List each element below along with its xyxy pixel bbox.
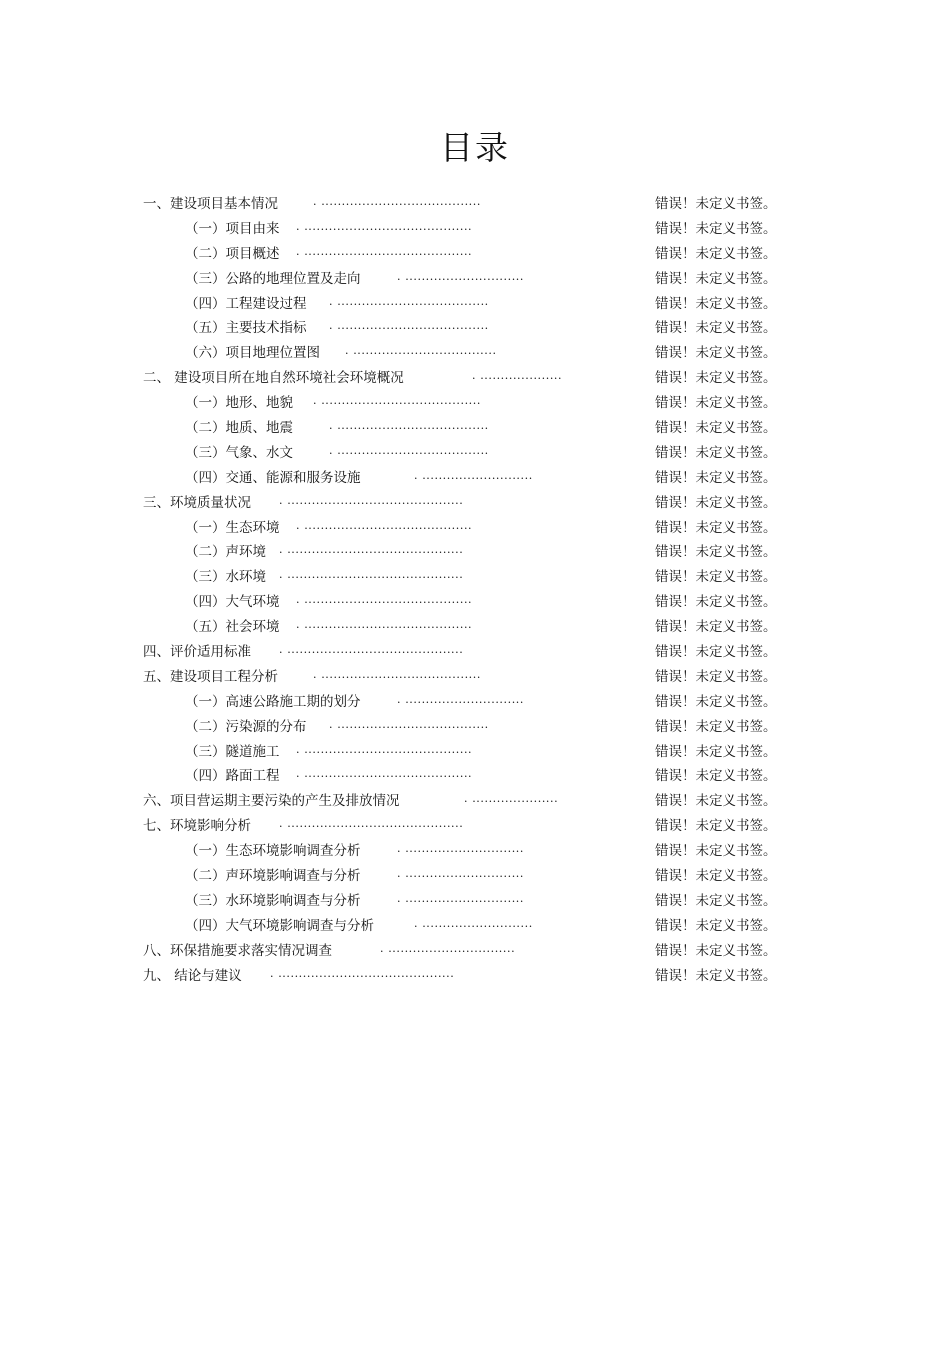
toc-dot-leader: . ......................................... [296,219,473,233]
toc-dot-leader: . ..................... [464,792,559,806]
toc-page-ref: 错误！未定义书签。 [655,469,777,486]
toc-page-ref: 错误！未定义书签。 [655,868,777,885]
toc-entry-label: （三）公路的地理位置及走向 [185,270,361,287]
toc-entry-label: （二）声环境 [185,544,266,561]
toc-page-ref: 错误！未定义书签。 [655,594,777,611]
toc-entry[interactable] [0,665,950,690]
toc-page-ref: 错误！未定义书签。 [655,967,777,984]
toc-page-ref: 错误！未定义书签。 [655,220,777,237]
toc-entry-label: （二）污染源的分布 [185,718,307,735]
toc-page-ref: 错误！未定义书签。 [655,569,777,586]
toc-dot-leader: . ........................................... [279,817,464,831]
toc-page-ref: 错误！未定义书签。 [655,693,777,710]
toc-entry[interactable] [0,491,950,516]
toc-entry[interactable] [0,914,950,939]
toc-dot-leader: . ............................... [380,941,516,955]
table-of-contents [0,192,950,989]
toc-page-ref: 错误！未定义书签。 [655,345,777,362]
toc-dot-leader: . .................... [472,369,563,383]
toc-dot-leader: . ........................... [414,468,533,482]
toc-page-ref: 错误！未定义书签。 [655,843,777,860]
toc-dot-leader: . ........................... [414,916,533,930]
toc-page-ref: 错误！未定义书签。 [655,818,777,835]
toc-entry[interactable] [0,416,950,441]
toc-entry-label: 九、 结论与建议 [143,967,242,984]
toc-dot-leader: . ......................................... [296,518,473,532]
toc-dot-leader: . ..................................... [329,294,489,308]
toc-entry[interactable] [0,814,950,839]
toc-page-ref: 错误！未定义书签。 [655,668,777,685]
toc-page-ref: 错误！未定义书签。 [655,444,777,461]
toc-page-ref: 错误！未定义书签。 [655,320,777,337]
toc-page-ref: 错误！未定义书签。 [655,619,777,636]
toc-title: 目录 [440,128,510,167]
toc-entry[interactable] [0,267,950,292]
toc-page-ref: 错误！未定义书签。 [655,245,777,262]
toc-entry[interactable] [0,789,950,814]
toc-dot-leader: . ....................................... [313,394,481,408]
toc-entry-label: （一）地形、地貌 [185,395,293,412]
toc-page-ref: 错误！未定义书签。 [655,917,777,934]
toc-entry-label: （三）水环境 [185,569,266,586]
toc-entry-label: 五、建设项目工程分析 [143,668,278,685]
toc-entry[interactable] [0,242,950,267]
toc-entry-label: （三）隧道施工 [185,743,280,760]
toc-dot-leader: . ..................................... [329,443,489,457]
toc-entry-label: （四）路面工程 [185,768,280,785]
toc-entry[interactable] [0,192,950,217]
toc-entry-label: 一、建设项目基本情况 [143,196,278,212]
toc-page-ref: 错误！未定义书签。 [655,494,777,511]
toc-entry[interactable] [0,640,950,665]
toc-dot-leader: . ............................. [397,891,524,905]
toc-entry-label: （六）项目地理位置图 [185,345,320,362]
toc-page-ref: 错误！未定义书签。 [655,295,777,312]
toc-page-ref: 错误！未定义书签。 [655,196,777,212]
toc-entry-label: （四）工程建设过程 [185,295,307,312]
toc-entry[interactable] [0,590,950,615]
toc-entry-label: （四）大气环境影响调查与分析 [185,917,374,934]
toc-entry-label: 六、项目营运期主要污染的产生及排放情况 [143,793,400,810]
toc-dot-leader: . ....................................... [313,195,481,208]
toc-page-ref: 错误！未定义书签。 [655,718,777,735]
toc-dot-leader: . ........................................... [279,493,464,507]
toc-entry-label: （一）项目由来 [185,220,280,237]
toc-dot-leader: . ....................................... [313,667,481,681]
toc-entry[interactable] [0,466,950,491]
toc-dot-leader: . ........................................... [279,543,464,557]
toc-entry-label: （一）高速公路施工期的划分 [185,693,361,710]
toc-dot-leader: . ................................... [345,344,497,358]
toc-dot-leader: . ......................................... [296,244,473,258]
toc-entry[interactable] [0,217,950,242]
toc-entry-label: 四、评价适用标准 [143,644,251,661]
toc-entry[interactable] [0,615,950,640]
toc-entry-label: （一）生态环境 [185,519,280,536]
toc-page-ref: 错误！未定义书签。 [655,644,777,661]
toc-entry[interactable] [0,366,950,391]
toc-entry[interactable] [0,690,950,715]
toc-entry-label: 七、环境影响分析 [143,818,251,835]
toc-page-ref: 错误！未定义书签。 [655,768,777,785]
toc-entry[interactable] [0,316,950,341]
toc-entry[interactable] [0,540,950,565]
toc-page-ref: 错误！未定义书签。 [655,743,777,760]
toc-entry[interactable] [0,715,950,740]
toc-dot-leader: . ..................................... [329,717,489,731]
toc-entry-label: （四）交通、能源和服务设施 [185,469,361,486]
toc-dot-leader: . ........................................... [279,643,464,657]
toc-page-ref: 错误！未定义书签。 [655,370,777,387]
toc-page-ref: 错误！未定义书签。 [655,519,777,536]
toc-dot-leader: . ............................. [397,269,524,283]
toc-page-ref: 错误！未定义书签。 [655,942,777,959]
toc-entry-label: （三）气象、水文 [185,444,293,461]
toc-entry[interactable] [0,764,950,789]
toc-dot-leader: . ......................................... [296,618,473,632]
toc-entry-label: （四）大气环境 [185,594,280,611]
toc-dot-leader: . ........................................... [270,966,455,980]
toc-entry-label: 二、 建设项目所在地自然环境社会环境概况 [143,370,404,387]
toc-entry-label: 三、环境质量状况 [143,494,251,511]
toc-dot-leader: . ......................................... [296,593,473,607]
toc-entry[interactable] [0,939,950,964]
toc-entry[interactable] [0,441,950,466]
toc-dot-leader: . ............................. [397,867,524,881]
toc-page-ref: 错误！未定义书签。 [655,395,777,412]
toc-entry[interactable] [0,516,950,541]
toc-dot-leader: . ......................................... [296,742,473,756]
toc-page-ref: 错误！未定义书签。 [655,793,777,810]
toc-entry-label: （三）水环境影响调查与分析 [185,892,361,909]
toc-dot-leader: . ........................................... [279,568,464,582]
toc-page-ref: 错误！未定义书签。 [655,892,777,909]
toc-dot-leader: . ..................................... [329,319,489,333]
toc-entry-label: （二）项目概述 [185,245,280,262]
toc-entry[interactable] [0,839,950,864]
toc-entry[interactable] [0,565,950,590]
toc-entry[interactable] [0,391,950,416]
toc-entry-label: （二）地质、地震 [185,420,293,437]
toc-dot-leader: . ......................................... [296,767,473,781]
toc-entry-label: （五）社会环境 [185,619,280,636]
toc-entry[interactable] [0,889,950,914]
toc-page-ref: 错误！未定义书签。 [655,420,777,437]
toc-entry-label: （五）主要技术指标 [185,320,307,337]
toc-page-ref: 错误！未定义书签。 [655,544,777,561]
toc-entry-label: 八、环保措施要求落实情况调查 [143,942,332,959]
toc-entry-label: （一）生态环境影响调查分析 [185,843,361,860]
toc-entry[interactable] [0,740,950,765]
toc-dot-leader: . ............................. [397,842,524,856]
toc-entry[interactable] [0,341,950,366]
toc-page-ref: 错误！未定义书签。 [655,270,777,287]
toc-dot-leader: . ............................. [397,692,524,706]
toc-dot-leader: . ..................................... [329,419,489,433]
toc-entry[interactable] [0,292,950,317]
toc-entry[interactable] [0,864,950,889]
toc-entry[interactable] [0,964,950,989]
toc-entry-label: （二）声环境影响调查与分析 [185,868,361,885]
